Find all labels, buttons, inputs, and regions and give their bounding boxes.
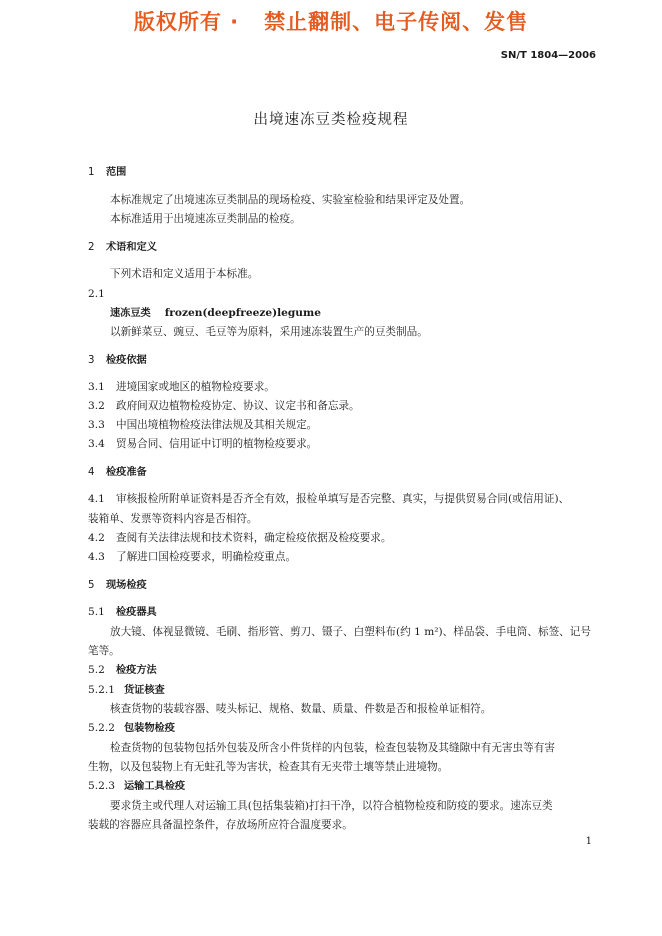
document-title: 出境速冻豆类检疫规程 xyxy=(253,112,409,128)
section-2-heading: 2 术语和定义 xyxy=(88,242,157,253)
list-item: 3.3 中国出境植物检疫法律法规及其相关规定。 xyxy=(88,419,318,431)
paragraph: 本标准规定了出境速冻豆类制品的现场检疫、实验室检验和结果评定及处置。 xyxy=(110,194,471,206)
subsection-heading: 5.2 检疫方法 xyxy=(88,664,157,676)
list-item: 3.2 政府间双边植物检疫协定、协议、议定书和备忘录。 xyxy=(88,400,360,412)
paragraph: 核查货物的装载容器、唛头标记、规格、数量、质量、件数是否和报检单证相符。 xyxy=(110,703,492,715)
list-item: 4.1 审核报检所附单证资料是否齐全有效，报检单填写是否完整、真实，与提供贸易合同(或信用证)、 xyxy=(88,493,570,505)
list-item: 3.4 贸易合同、信用证中订明的植物检疫要求。 xyxy=(88,438,318,450)
paragraph-continuation: 笔等。 xyxy=(88,645,120,657)
subsection-heading: 5.1 检疫器具 xyxy=(88,606,157,618)
paragraph: 本标准适用于出境速冻豆类制品的检疫。 xyxy=(110,213,301,225)
subsubsection-heading: 5.2.3 运输工具检疫 xyxy=(88,780,186,792)
list-item: 3.1 进境国家或地区的植物检疫要求。 xyxy=(88,381,275,393)
term-entry: 速冻豆类 frozen(deepfreeze)legume xyxy=(110,307,321,319)
section-1-heading: 1 范围 xyxy=(88,167,127,178)
paragraph: 检查货物的包装物包括外包装及所含小件货样的内包装，检查包装物及其缝隙中有无害虫等有害 xyxy=(110,742,555,754)
paragraph-continuation: 生物，以及包装物上有无蛀孔等为害状，检查其有无夹带土壤等禁止进境物。 xyxy=(88,761,449,773)
list-item: 4.3 了解进口国检疫要求，明确检疫重点。 xyxy=(88,551,297,563)
subsection-number: 2.1 xyxy=(88,288,105,300)
paragraph: 下列术语和定义适用于本标准。 xyxy=(110,268,259,280)
paragraph: 要求货主或代理人对运输工具(包括集装箱)打扫干净，以符合植物检疫和防疫的要求。速冻豆类 xyxy=(110,800,553,812)
section-4-heading: 4 检疫准备 xyxy=(88,467,147,478)
page-number: 1 xyxy=(585,836,592,847)
standard-code: SN/T 1804—2006 xyxy=(500,50,596,61)
watermark: 版权所有 · 禁止翻制、电子传阅、发售 xyxy=(133,10,529,34)
term-definition: 以新鲜菜豆、豌豆、毛豆等为原料，采用速冻装置生产的豆类制品。 xyxy=(110,326,428,338)
subsubsection-heading: 5.2.1 货证核查 xyxy=(88,684,165,696)
paragraph-continuation: 装载的容器应具备温控条件，存放场所应符合温度要求。 xyxy=(88,819,353,831)
section-5-heading: 5 现场检疫 xyxy=(88,580,147,591)
list-item: 4.2 查阅有关法律法规和技术资料，确定检疫依据及检疫要求。 xyxy=(88,532,392,544)
section-3-heading: 3 检疫依据 xyxy=(88,355,147,366)
list-item-continuation: 装箱单、发票等资料内容是否相符。 xyxy=(88,513,258,525)
subsubsection-heading: 5.2.2 包装物检疫 xyxy=(88,722,175,734)
paragraph: 放大镜、体视显微镜、毛刷、指形管、剪刀、镊子、白塑料布(约 1 m²)、样品袋、手电筒、标签、记号 xyxy=(110,626,591,638)
